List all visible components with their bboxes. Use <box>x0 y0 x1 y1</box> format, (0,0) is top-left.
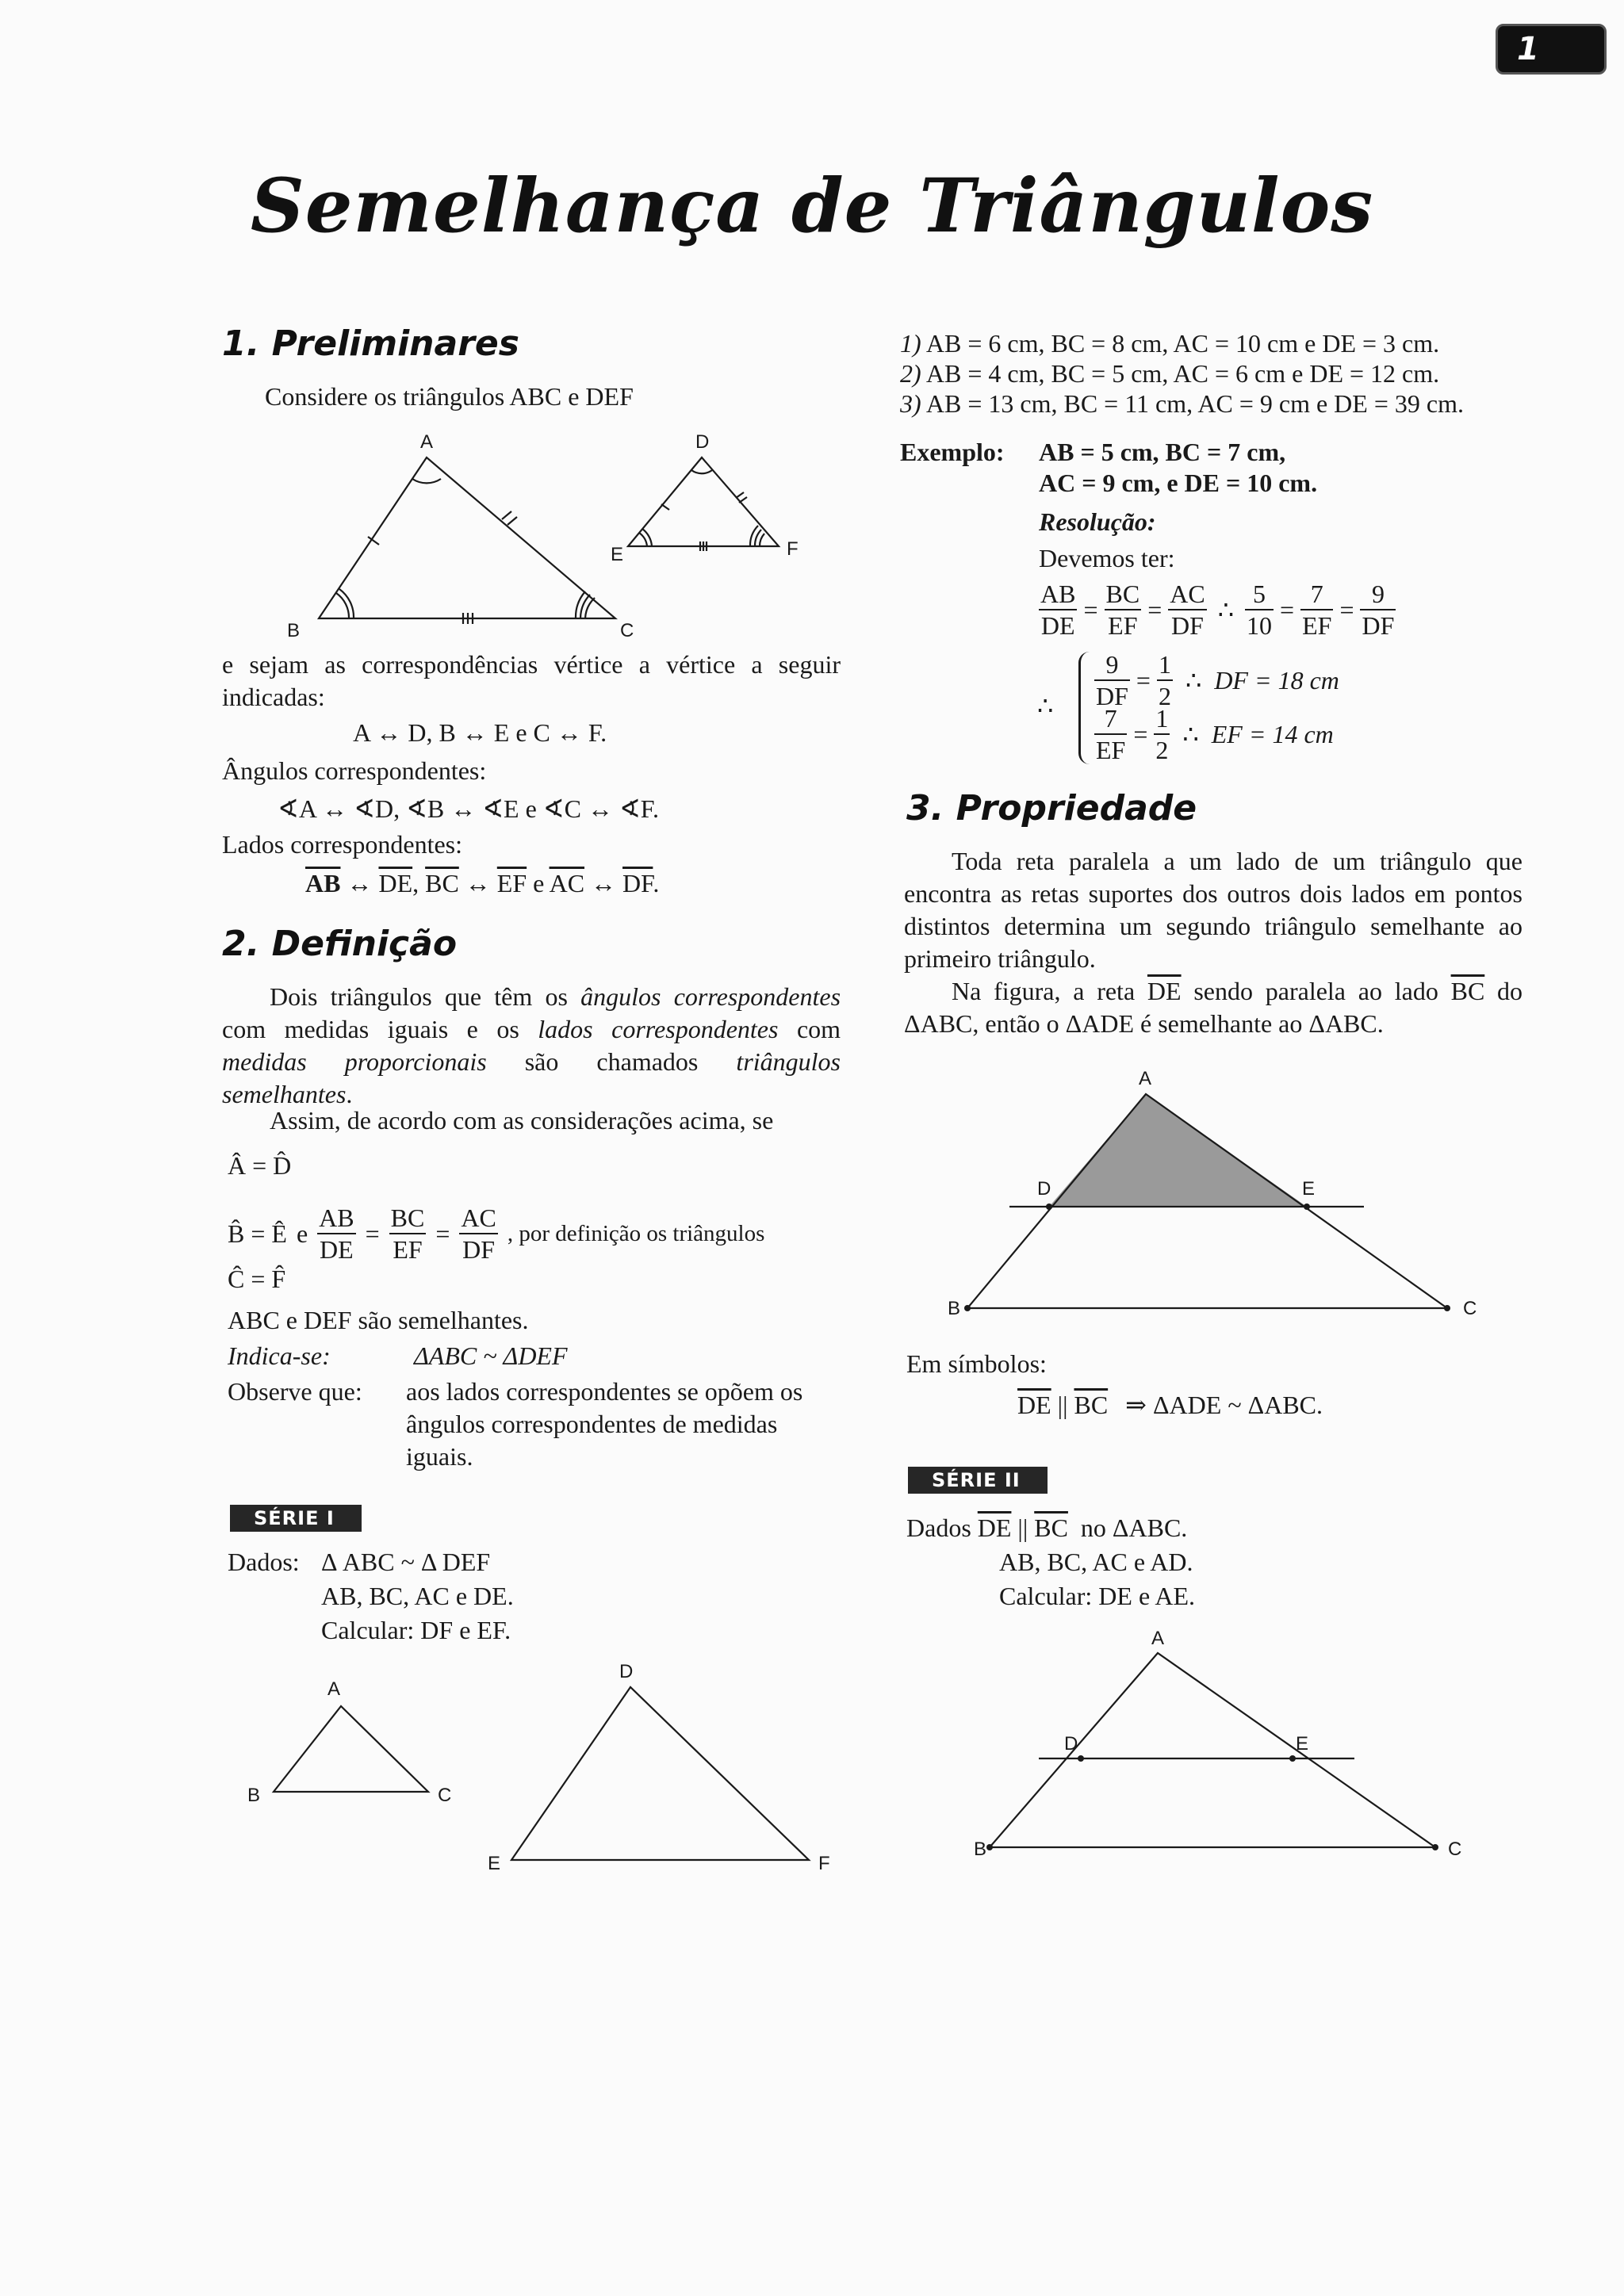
vertex-label-d: D <box>1064 1733 1078 1755</box>
figure-serie2-triangle <box>975 1625 1483 1871</box>
vertex-label-a: A <box>420 431 434 453</box>
vertex-label-b: B <box>948 1298 961 1319</box>
dados2-line1: Dados $\overline{DE}$ || $\overline{BC}$ no ΔABC. <box>906 1513 1188 1542</box>
page-number-badge <box>1496 24 1607 75</box>
triangle-abc-small <box>274 1706 428 1792</box>
triangle-def-large <box>511 1687 809 1860</box>
simbolos-label: Em símbolos: <box>906 1349 1047 1378</box>
equality-c: Ĉ = F̂ <box>228 1265 286 1293</box>
angle-mark-c <box>585 598 595 618</box>
result-df: DF = 18 cm <box>1214 665 1339 695</box>
angle-mark-f <box>760 534 764 546</box>
dados2-line3: Calcular: DE e AE. <box>999 1582 1196 1610</box>
figure-serie1-triangles <box>238 1657 856 1879</box>
result-ef: EF = 14 cm <box>1211 719 1334 748</box>
vertex-label-c: C <box>620 620 634 641</box>
resolucao-label: Resolução: <box>1039 507 1156 536</box>
vertex-label-b: B <box>974 1839 987 1860</box>
equality-a: Â = D̂ <box>228 1151 292 1180</box>
figure-property-triangle <box>944 1058 1499 1332</box>
correspondence-text: e sejam as correspondências vértice a vértice a seguir indicadas: <box>222 650 841 711</box>
vertex-label-d: D <box>1037 1178 1051 1200</box>
vertex-label-a: A <box>1151 1628 1165 1649</box>
problem-3: 3) AB = 13 cm, BC = 11 cm, AC = 9 cm e DE = 39 cm. <box>900 389 1464 418</box>
system-row-ef: $\frac{7}{EF}$ = $\frac{1}{2}$ ∴ EF = 14 cm <box>1096 704 1334 764</box>
dados2-line2: AB, BC, AC e AD. <box>999 1548 1193 1576</box>
example-line1: AB = 5 cm, BC = 7 cm, <box>1039 438 1286 466</box>
vertex-label-f: F <box>787 538 799 560</box>
section-heading-definicao: 2. Definição <box>222 924 458 964</box>
triangle-def <box>628 457 779 546</box>
angle-mark-e <box>639 533 647 546</box>
triangle-abc <box>319 457 615 618</box>
page-title: Semelhança de Triângulos <box>250 163 1374 250</box>
vertex-label-e: E <box>1296 1733 1309 1755</box>
ratio-bc-ef: $\frac{BC}{EF}$ <box>390 1203 425 1264</box>
side-ab: $\overline{AB}$ <box>305 869 341 897</box>
system-row-df: $\frac{9}{DF}$ = $\frac{1}{2}$ ∴ DF = 18 cm <box>1096 650 1339 710</box>
correspondence-vertices: A ↔ D, B ↔ E e C ↔ F. <box>353 718 607 747</box>
side-ac: $\overline{AC}$ <box>549 869 585 897</box>
dados-line2: AB, BC, AC e DE. <box>321 1582 514 1610</box>
symbol-statement: $\overline{DE}$ || $\overline{BC}$ ⇒ ΔADE ~ ΔABC. <box>1017 1391 1323 1419</box>
problem-1: 1) AB = 6 cm, BC = 8 cm, AC = 10 cm e DE = 3 cm. <box>900 329 1440 358</box>
side-de: $\overline{DE}$ <box>378 869 413 897</box>
dados-label: Dados: <box>228 1548 300 1576</box>
intro-text: Considere os triângulos ABC e DEF <box>265 382 634 411</box>
vertex-label-c: C <box>1463 1298 1477 1319</box>
side-ef: $\overline{EF}$ <box>496 869 527 897</box>
example-label: Exemplo: <box>900 438 1005 466</box>
serie-1-badge: SÉRIE I <box>230 1505 362 1532</box>
vertex-label-e: E <box>1302 1178 1316 1200</box>
ratio-ab-de: $\frac{AB}{DE}$ <box>319 1203 354 1264</box>
system-therefore: ∴ <box>1037 691 1054 720</box>
vertex-label-e: E <box>488 1853 501 1874</box>
system-brace <box>1078 652 1092 764</box>
angles-correspondence: ∢A ↔ ∢D, ∢B ↔ ∢E e ∢C ↔ ∢F. <box>278 794 659 823</box>
indica-value: ΔABC ~ ΔDEF <box>414 1341 568 1370</box>
dados-line3: Calcular: DF e EF. <box>321 1616 511 1644</box>
vertex-label-c: C <box>1448 1839 1462 1860</box>
side-bc: $\overline{BC}$ <box>425 869 459 897</box>
indica-label: Indica-se: <box>228 1341 331 1370</box>
example-line2: AC = 9 cm, e DE = 10 cm. <box>1039 469 1318 497</box>
sides-correspondence: $\overline{AB}$ ↔ $\overline{DE}$, $\overline{BC}$ ↔ $\overline{EF}$ e $\overline{AC}$ ↔ $\overline{DF}$. <box>305 869 660 897</box>
vertex-label-f: F <box>818 1853 830 1874</box>
vertex-label-d: D <box>695 431 710 453</box>
angles-label: Ângulos correspondentes: <box>222 756 487 785</box>
vertex-label-a: A <box>327 1678 341 1700</box>
sides-label: Lados correspondentes: <box>222 830 463 859</box>
ratio-ac-df: $\frac{AC}{DF}$ <box>461 1203 496 1264</box>
vertex-label-b: B <box>247 1785 261 1806</box>
devemos-text: Devemos ter: <box>1039 544 1175 572</box>
vertex-label-a: A <box>1139 1068 1152 1089</box>
page-number: 1 <box>1517 31 1539 67</box>
shaded-triangle-ade <box>1049 1094 1307 1207</box>
assim-text: Assim, de acordo com as considerações acima, se <box>270 1106 774 1135</box>
equality-b-with-ratios: B̂ = Ê e $\frac{AB}{DE}$ = $\frac{BC}{EF}$ = $\frac{AC}{DF}$ , por definição os triângulos <box>228 1203 765 1264</box>
dados-value: Δ ABC ~ Δ DEF <box>321 1548 491 1576</box>
similar-text: ABC e DEF são semelhantes. <box>228 1306 529 1334</box>
definition-paragraph: Dois triângulos que têm os ângulos correspondentes com medidas iguais e os lados correspondentes com medidas proporcionais são chamados triângulos semelhantes. <box>222 982 841 1108</box>
property-text: Toda reta paralela a um lado de um triângulo que encontra as retas suportes dos outros dois lados em pontos distintos determina um segundo triângulo semelhante ao primeiro triângulo. <box>904 847 1522 973</box>
problem-2: 2) AB = 4 cm, BC = 5 cm, AC = 6 cm e DE = 12 cm. <box>900 359 1440 388</box>
vertex-label-e: E <box>611 544 624 565</box>
angle-mark-a <box>412 479 441 483</box>
section-heading-propriedade: 3. Propriedade <box>906 788 1197 828</box>
triangle-abc <box>990 1653 1435 1847</box>
figure-triangles-abc-def <box>270 424 841 646</box>
proportion-row: $\frac{AB}{DE}$ = $\frac{BC}{EF}$ = $\frac{AC}{DF}$ ∴ $\frac{5}{10}$ = $\frac{7}{EF}$ = $\frac{9}{DF}$ <box>1040 580 1395 640</box>
side-df: $\overline{DF}$ <box>622 869 653 897</box>
vertex-label-c: C <box>438 1785 452 1806</box>
serie-2-badge: SÉRIE II <box>908 1467 1048 1494</box>
observe-value: aos lados correspondentes se opõem os ângulos correspondentes de medidas iguais. <box>406 1377 803 1471</box>
vertex-label-d: D <box>619 1661 634 1682</box>
observe-label: Observe que: <box>228 1377 362 1406</box>
section-heading-preliminares: 1. Preliminares <box>222 323 519 364</box>
vertex-label-b: B <box>287 620 301 641</box>
figure-description: Na figura, a reta $\overline{DE}$ sendo paralela ao lado $\overline{BC}$ do ΔABC, então o ΔADE é semelhante ao ΔABC. <box>904 977 1523 1038</box>
angle-mark-d <box>691 470 712 473</box>
